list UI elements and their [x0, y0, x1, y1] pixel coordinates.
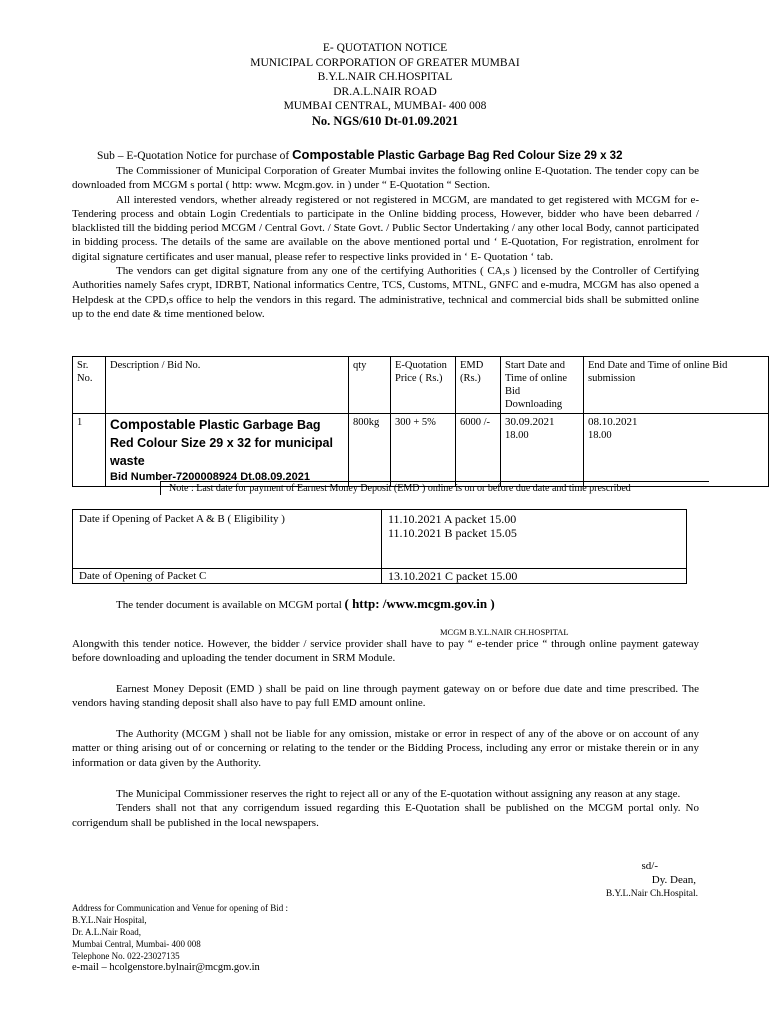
terms-text-4: The Municipal Commissioner reserves the right to reject all or any of the E-quotation without assigning any reason at any stage.: [116, 788, 681, 800]
address-line-3: Mumbai Central, Mumbai- 400 008: [72, 939, 201, 949]
subject-prefix: Sub – E-Quotation Notice for purchase of: [97, 150, 293, 162]
address-heading: Address for Communication and Venue for opening of Bid :: [72, 903, 289, 913]
packet-c-label: Date of Opening of Packet C: [73, 569, 382, 584]
row-end-time: 18.00: [588, 430, 612, 441]
row-bid-number: Bid Number-7200008924 Dt.08.09.2021: [110, 471, 310, 483]
terms-text-1: Alongwith this tender notice. However, the bidder / service provider shall have to pay “ e-tender price “ through online payment gateway before downloading and uploading the tender document in SRM Module.: [72, 638, 699, 665]
row-end-date: 08.10.2021: [588, 416, 638, 428]
header-end: End Date and Time of online Bid submission: [584, 357, 769, 414]
bid-table-header-row: [73, 357, 769, 414]
header-start: Start Date and Time of online Bid Downloading: [501, 357, 584, 414]
row-start: [501, 414, 584, 487]
bid-table: [72, 356, 769, 487]
header-corporation: MUNICIPAL CORPORATION OF GREATER MUMBAI: [250, 56, 520, 69]
address-line-2: Dr. A.L.Nair Road,: [72, 927, 141, 937]
intro-paragraph-2: All interested vendors, whether already registered or not registered in MCGM, are mandated to get registered with MCGM for e-Tendering process and obtain Login Credentials to participate in the Online bidding process, However, bidder who have been debarred / blacklisted till the bidding period MCGM / Central Govt. / State Govt. / Public Sector Undertaking / any other local Body, cannot participated in bidding process. The details of the same are available on the above mentioned portal und ‘ E-Quotation, For registration, enrolment for digital signature certificates and user manual, please refer to respective links provided in ‘ E- Quotation ‘ tab.: [72, 193, 699, 263]
terms-text-2: Earnest Money Deposit (EMD ) shall be paid on line through payment gateway on or before due date and time prescribed. The vendors having standing deposit shall also have to pay full EMD amount online.: [72, 683, 699, 710]
header-city: MUMBAI CENTRAL, MUMBAI- 400 008: [283, 100, 487, 112]
emd-note: Note : Last date for payment of Earnest Money Deposit (EMD ) online is on or before due date and time prescribed: [160, 481, 709, 495]
row-qty: 800kg: [349, 414, 391, 487]
row-description: [106, 414, 349, 487]
intro-paragraphs: [72, 164, 699, 321]
row-description-line1: [110, 416, 344, 434]
terms-paragraph-4: [72, 787, 699, 830]
header-emd: EMD (Rs.): [456, 357, 501, 414]
signature-org: B.Y.L.Nair Ch.Hospital.: [605, 889, 698, 899]
packet-c-value: 13.10.2021 C packet 15.00: [382, 569, 687, 584]
terms-text-3: The Authority (MCGM ) shall not be liable for any omission, mistake or error in respect of any of the above or on account of any matter or thing arising out of or concerning or relating to the tender or the Bidding Process, including any error or mistake therein or in any information or data given by the Authority.: [72, 728, 699, 769]
header-road: DR.A.L.NAIR ROAD: [333, 85, 437, 98]
signature-sd: sd/-: [641, 860, 658, 872]
table-row: [73, 510, 687, 569]
packet-ab-label: Date if Opening of Packet A & B ( Eligibility ): [73, 510, 382, 569]
address-block: [72, 902, 288, 974]
portal-url: ( http: /www.mcgm.gov.in ): [344, 596, 495, 611]
opening-dates-table: [72, 509, 687, 584]
header-description: Description / Bid No.: [106, 357, 349, 414]
row-start-time: 18.00: [505, 430, 529, 441]
notice-header: [0, 41, 770, 128]
table-row: [73, 414, 769, 487]
terms-text-5: Tenders shall not that any corrigendum issued regarding this E-Quotation shall be published on the MCGM portal only. No corrigendum shall be published in the local newspapers.: [72, 802, 699, 829]
hospital-stamp-text: MCGM B.Y.L.NAIR CH.HOSPITAL: [440, 627, 569, 637]
packet-b-value: 11.10.2021 B packet 15.05: [388, 526, 517, 540]
header-sr-no: Sr. No.: [73, 357, 106, 414]
subject-item-big: Compostable: [292, 147, 375, 162]
signature-block: [606, 859, 698, 901]
terms-paragraph-1: [72, 637, 699, 666]
packet-a-value: 11.10.2021 A packet 15.00: [388, 512, 517, 526]
header-hospital: B.Y.L.NAIR CH.HOSPITAL: [317, 71, 453, 83]
row-description-item-rest: Plastic Garbage Bag: [195, 418, 321, 432]
intro-paragraph-3: The vendors can get digital signature from any one of the certifying Authorities ( CA,s ) licensed by the Controller of Certifying Authorities namely Safes crypt, IDRBT, National informatics Centre, TCS, Customs, MTNL, GNFC and e-mudra, MCGM has also opened a Helpdesk at the CPD,s office to help the vendors in this regard. The administrative, technical and commercial bids shall be submitted online up to the end date & time mentioned below.: [72, 265, 699, 320]
row-sr-no: 1: [73, 414, 106, 487]
header-qty: qty: [349, 357, 391, 414]
portal-text: The tender document is available on MCGM portal: [116, 599, 345, 611]
row-description-line2: Red Colour Size 29 x 32 for municipal waste: [110, 436, 333, 468]
row-price: 300 + 5%: [391, 414, 456, 487]
address-email: e-mail – hcolgenstore.bylnair@mcgm.gov.in: [72, 962, 260, 973]
header-title: E- QUOTATION NOTICE: [322, 42, 448, 54]
terms-paragraph-2: [72, 682, 699, 711]
packet-ab-values: [382, 510, 687, 569]
subject-item-rest: Plastic Garbage Bag Red Colour Size 29 x 32: [374, 150, 623, 162]
header-reference: No. NGS/610 Dt-01.09.2021: [311, 113, 459, 128]
row-emd: 6000 /-: [456, 414, 501, 487]
row-end: [584, 414, 769, 487]
address-line-1: B.Y.L.Nair Hospital,: [72, 915, 147, 925]
header-price: E-Quotation Price ( Rs.): [391, 357, 456, 414]
subject-line: [97, 147, 622, 162]
portal-line: [116, 596, 495, 612]
intro-paragraph-1: The Commissioner of Municipal Corporation of Greater Mumbai invites the following online E-Quotation. The tender copy can be downloaded from MCGM s portal ( http: www. Mcgm.gov. in ) under “ E-Quotation “ Section.: [72, 165, 699, 192]
table-row: [73, 569, 687, 584]
terms-paragraph-3: [72, 727, 699, 770]
row-start-date: 30.09.2021: [505, 416, 555, 428]
row-description-item-big: Compostable: [110, 417, 196, 432]
address-phone: Telephone No. 022-23027135: [72, 951, 180, 961]
signature-title: Dy. Dean,: [651, 874, 696, 886]
